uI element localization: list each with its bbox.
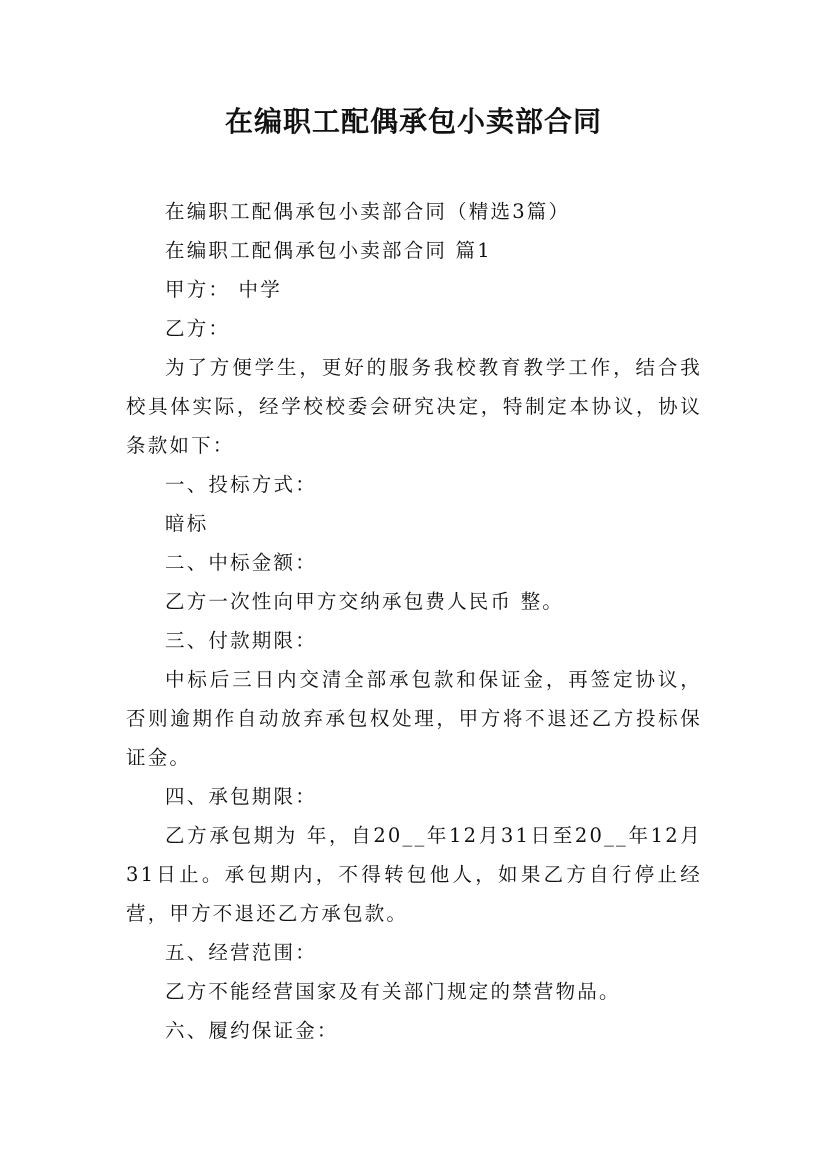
clause-heading-6: 六、履约保证金： xyxy=(165,1019,339,1042)
party-a-line: 甲方： 中学 xyxy=(165,278,282,301)
clause-heading-4: 四、承包期限： xyxy=(165,785,317,808)
clause-heading-5: 五、经营范围： xyxy=(165,941,317,964)
clause-heading-3: 三、付款期限： xyxy=(165,629,317,652)
document-body xyxy=(126,192,702,1050)
clause-text-2: 乙方一次性向甲方交纳承包费人民币 整。 xyxy=(165,590,564,613)
clause-text-3: 中标后三日内交清全部承包款和保证金，再签定协议，否则逾期作自动放弃承包权处理，甲方将不退还乙方投标保证金。 xyxy=(126,668,702,769)
intro-paragraph: 为了方便学生，更好的服务我校教育教学工作，结合我校具体实际，经学校校委会研究决定，特制定本协议，协议条款如下： xyxy=(126,356,702,457)
section-heading: 在编职工配偶承包小卖部合同 篇1 xyxy=(165,239,492,262)
clause-text-1: 暗标 xyxy=(165,512,209,535)
clause-text-5: 乙方不能经营国家及有关部门规定的禁营物品。 xyxy=(165,980,621,1003)
document-title: 在编职工配偶承包小卖部合同 xyxy=(224,105,602,138)
subtitle-line: 在编职工配偶承包小卖部合同（精选3篇） xyxy=(165,200,571,223)
party-b-line: 乙方： xyxy=(165,317,231,340)
clause-heading-1: 一、投标方式： xyxy=(165,473,317,496)
clause-text-4: 乙方承包期为 年，自20__年12月31日至20__年12月31日止。承包期内，不得转包他人，如果乙方自行停止经营，甲方不退还乙方承包款。 xyxy=(126,824,702,925)
clause-heading-2: 二、中标金额： xyxy=(165,551,317,574)
